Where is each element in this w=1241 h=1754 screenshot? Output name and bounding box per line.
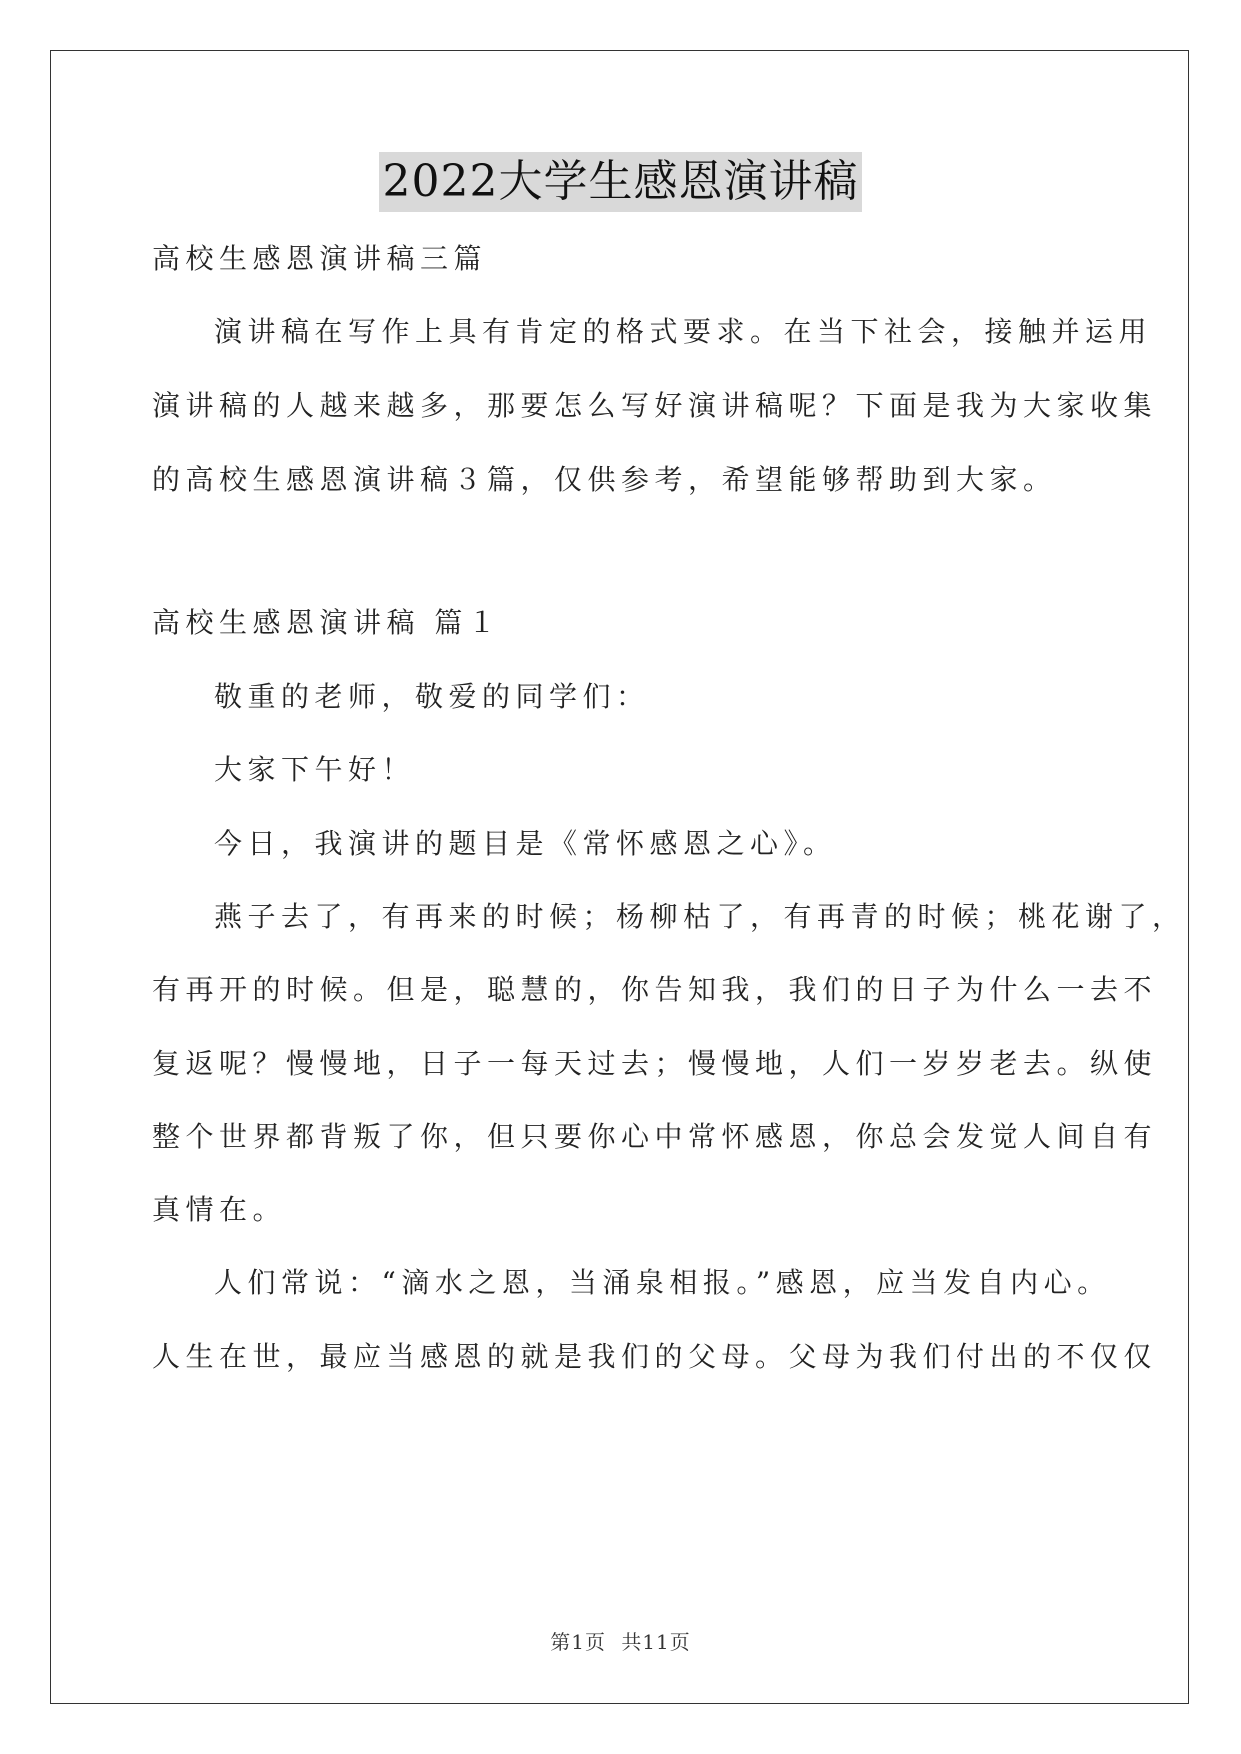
- para2-line-1: 人们常说：“滴水之恩，当涌泉相报。”感恩，应当发自内心。: [214, 1266, 1111, 1299]
- greeting-line: 敬重的老师，敬爱的同学们：: [214, 680, 650, 713]
- intro-line-1: 演讲稿在写作上具有肯定的格式要求。在当下社会，接触并运用: [214, 315, 1153, 348]
- page-number-total: 共11页: [621, 1630, 691, 1654]
- subtitle: 高校生感恩演讲稿三篇: [152, 242, 488, 275]
- para2-line-2: 人生在世，最应当感恩的就是我们的父母。父母为我们付出的不仅仅: [152, 1340, 1158, 1373]
- intro-line-2: 演讲稿的人越来越多，那要怎么写好演讲稿呢？下面是我为大家收集: [152, 389, 1158, 422]
- para1-line-4: 整个世界都背叛了你，但只要你心中常怀感恩，你总会发觉人间自有: [152, 1120, 1158, 1153]
- section-heading: 高校生感恩演讲稿 篇１: [152, 606, 502, 639]
- topic-line: 今日，我演讲的题目是《常怀感恩之心》。: [214, 827, 837, 860]
- page-footer: [0, 1626, 1241, 1655]
- hello-line: 大家下午好！: [214, 753, 416, 786]
- page-number-current: 第1页: [550, 1630, 606, 1654]
- document-title: 2022大学生感恩演讲稿: [379, 152, 863, 212]
- para1-line-3: 复返呢？慢慢地，日子一每天过去；慢慢地，人们一岁岁老去。纵使: [152, 1047, 1158, 1080]
- page-border: [50, 50, 1189, 1704]
- para1-line-1: 燕子去了，有再来的时候；杨柳枯了，有再青的时候；桃花谢了，: [214, 900, 1186, 933]
- title-container: [0, 152, 1241, 212]
- para1-line-2: 有再开的时候。但是，聪慧的，你告知我，我们的日子为什么一去不: [152, 973, 1158, 1006]
- para1-line-5: 真情在。: [152, 1193, 287, 1226]
- intro-line-3: 的高校生感恩演讲稿３篇，仅供参考，希望能够帮助到大家。: [152, 463, 1057, 496]
